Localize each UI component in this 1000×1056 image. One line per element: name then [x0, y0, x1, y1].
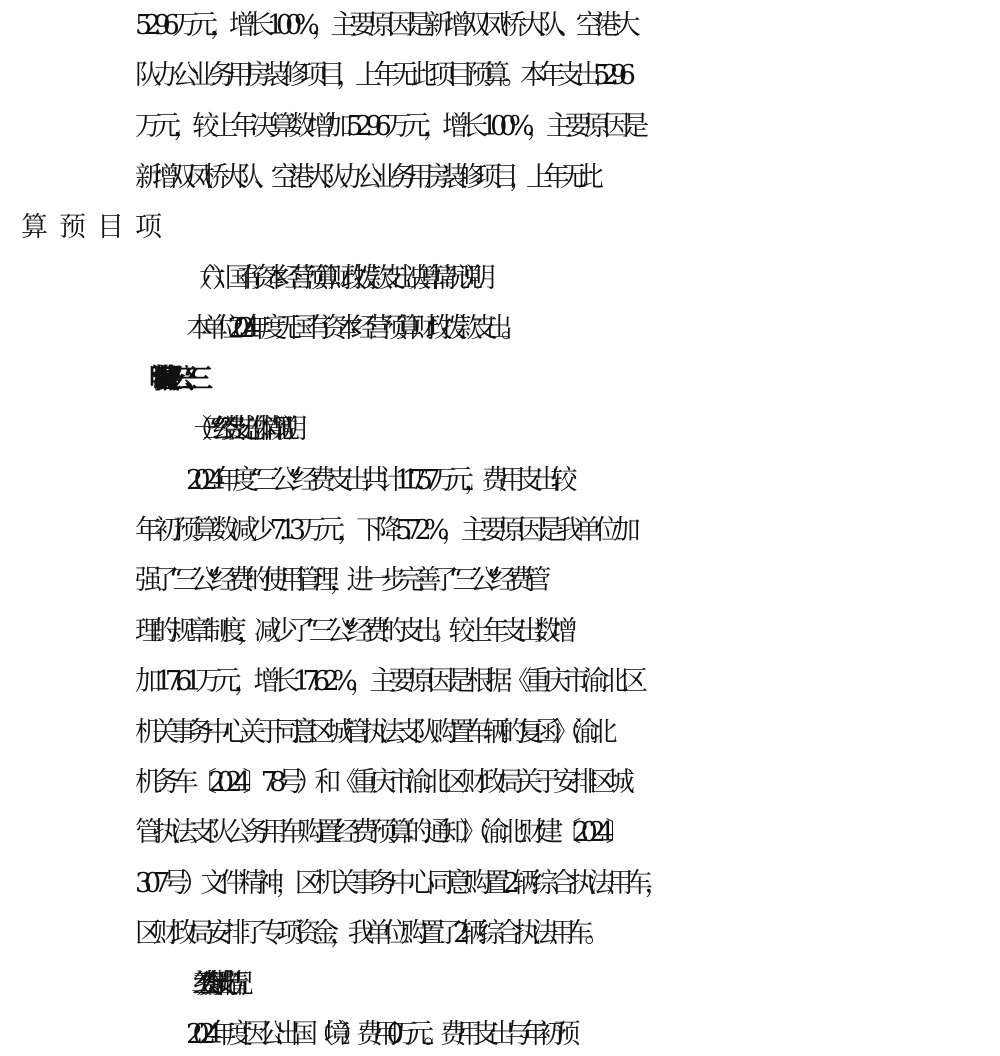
subsection-heading: （一）“三公”经费支出总体情况说明 [186, 414, 289, 445]
paragraph-line: 管执法支队公务用车购置经费预算的通知》（渝北财建〔2024〕 [135, 817, 624, 848]
paragraph-line: 52.96 万元，增长 100%，主要原因是新增双凤桥大队、空港大 [135, 10, 633, 41]
paragraph-line: 2024 年度因公出国（境）费用 0 万元。费用支出与年初预 [186, 1019, 570, 1050]
paragraph-line: 2024 年度“三公”经费支出共计 117.57 万元，费用支出较 [186, 465, 568, 496]
paragraph-line: 队办公业务用房装修项目，上年无此项目预算。本年支出 52.96 [135, 60, 628, 91]
paragraph-line: 本单位 2024 年度无国有资本经营预算财政拨款支出。 [186, 313, 516, 344]
paragraph-line: 新增双凤桥大队、空港大队办公业务用房装修项目，上年无此 [135, 162, 594, 193]
subsection-heading: （二）“三公”经费分项支出情况 [186, 969, 232, 1000]
paragraph-line: 307 号）文件精神，区机关事务中心同意购置 2 辆综合执法用车， [135, 868, 664, 899]
subsection-heading: （六）国有资本经营预算财政拨款支出决算情况说明 [186, 263, 482, 294]
paragraph-line: 万元，较上年决算数增加 52.96 万元，增长 100%，主要原因是 [135, 111, 642, 142]
paragraph-line [135, 208, 1000, 248]
paragraph-line: 区财政局安排了专项资金，我单位购置了 2 辆综合执法用车。 [135, 918, 603, 949]
paragraph-line: 强了“三公”经费的使用管理，进一步完善了“三公”经费管 [135, 565, 542, 596]
section-heading [186, 360, 1000, 400]
paragraph-line: 理的规章制度，减少了“三公”经费的支出。较上年支出数增 [135, 616, 568, 647]
paragraph-line: 加 17.61 万元，增长 17.62%，主要原因是根据《重庆市渝北区 [135, 666, 641, 697]
paragraph-line: 机关事务中心关于同意区城管执法支队购置车辆的复函》（渝北 [135, 717, 608, 748]
paragraph-line: 机务车〔2024〕78 号）和《重庆市渝北区财政局关于安排区城 [135, 767, 626, 798]
paragraph-line: 年初预算数减少 7.13 万元，下降 5.72%，主要原因是我单位加 [135, 515, 633, 546]
